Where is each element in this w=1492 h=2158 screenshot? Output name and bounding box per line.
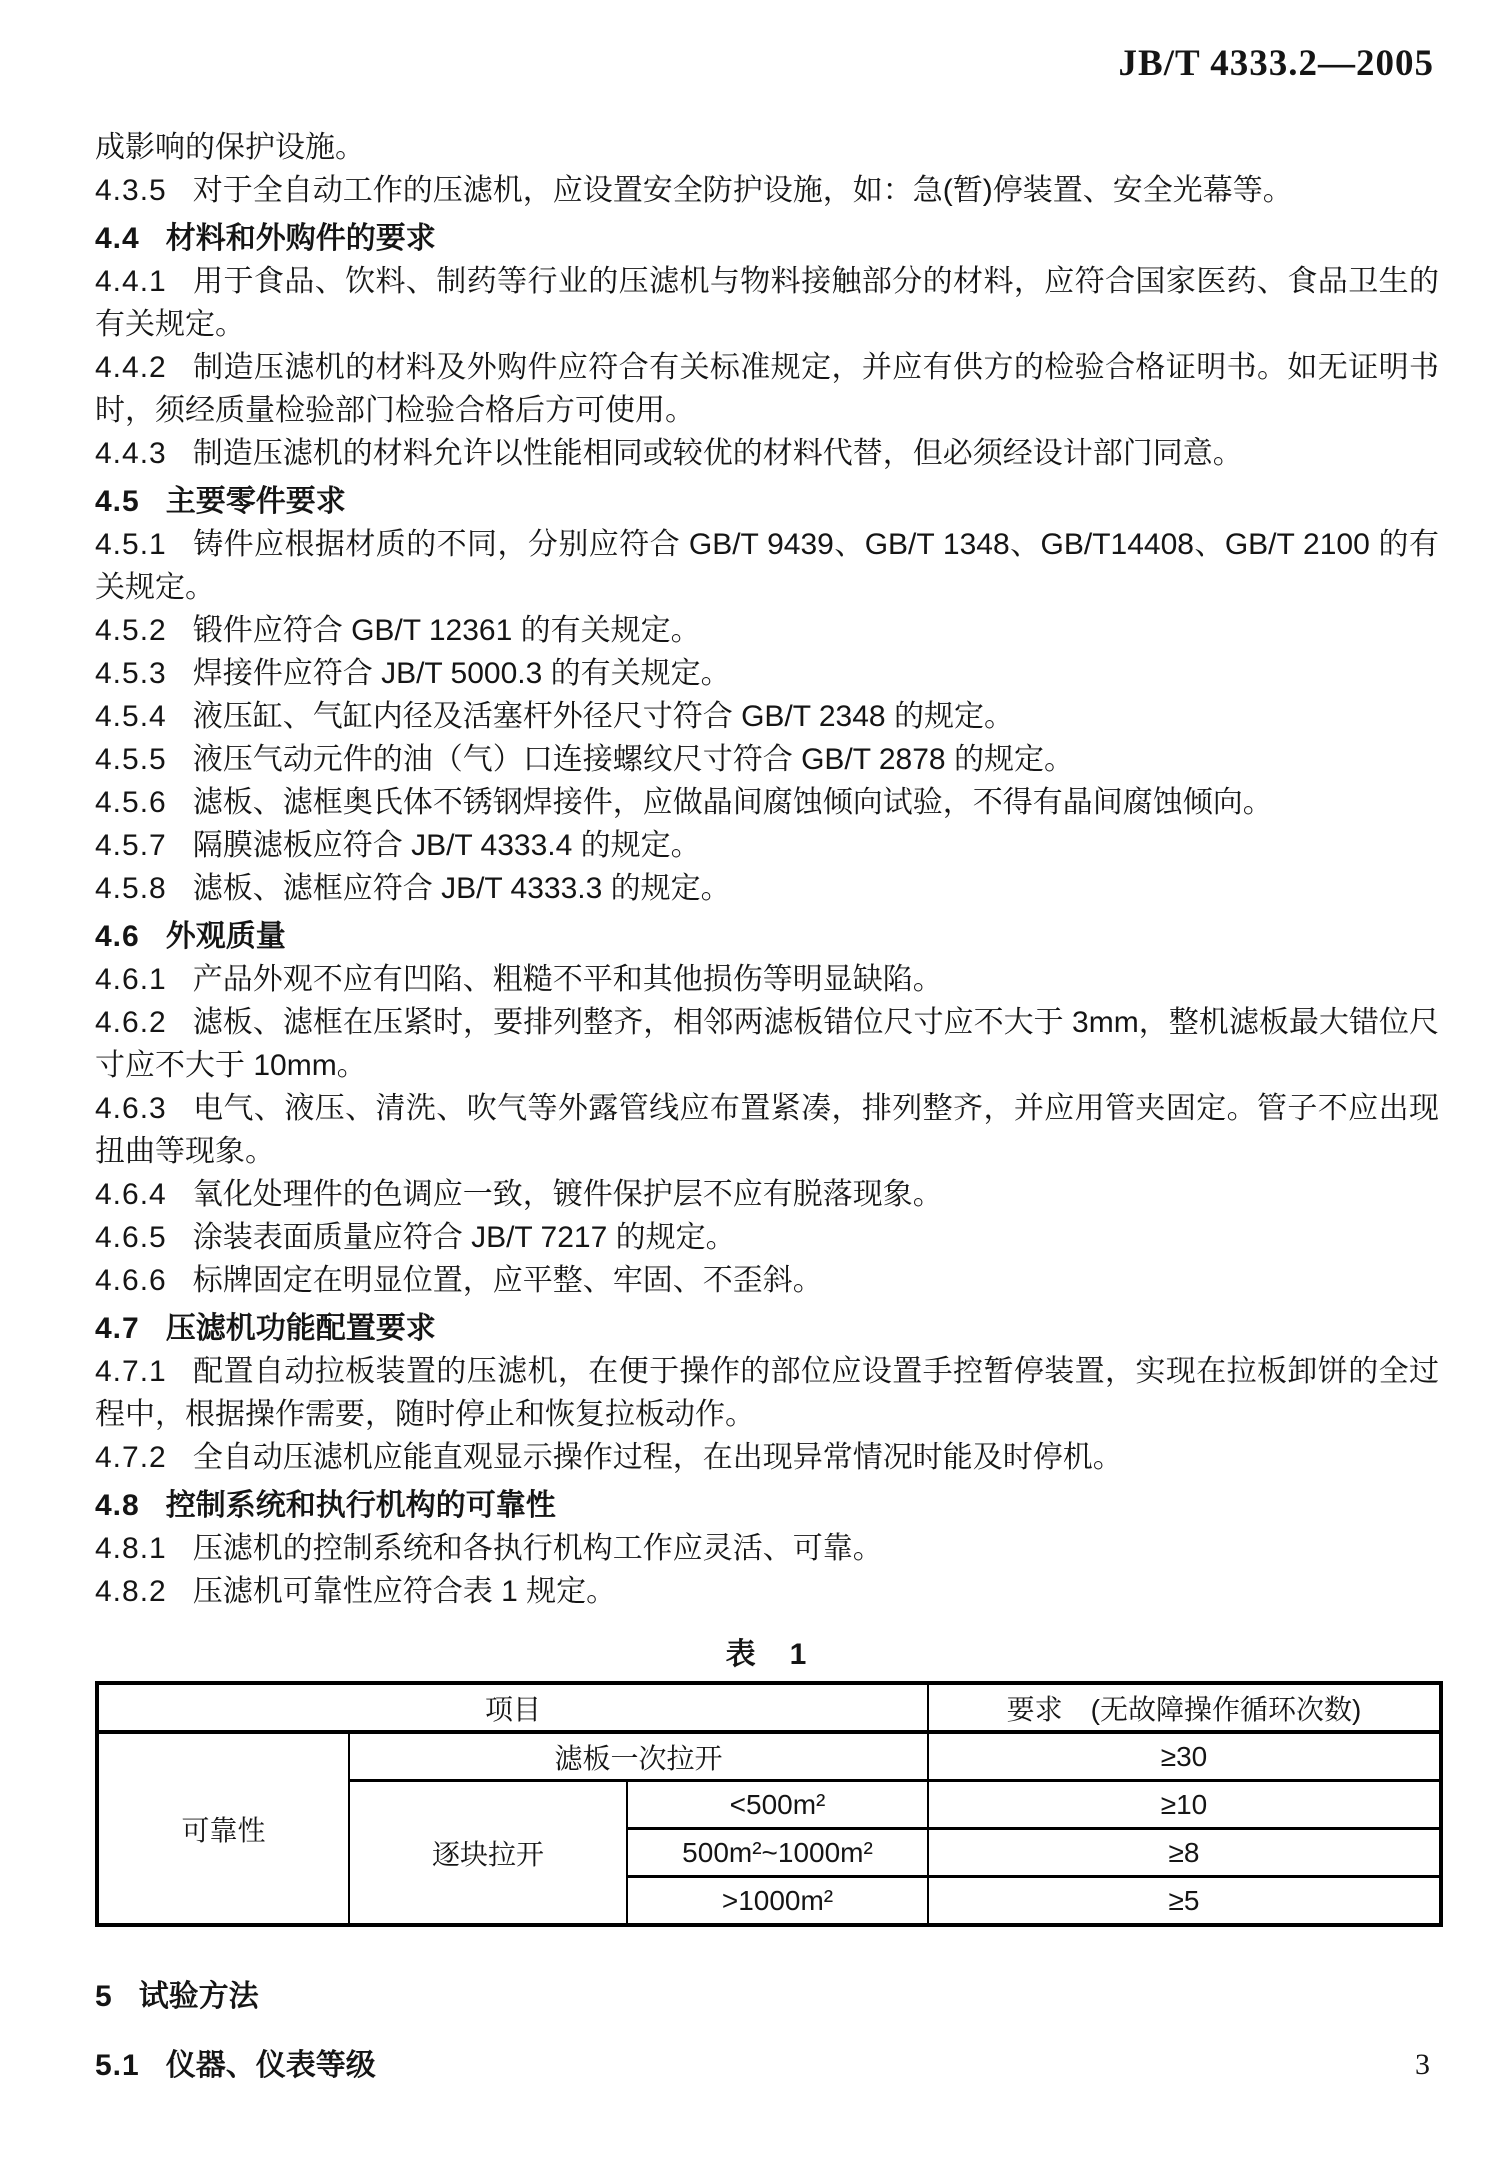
reliability-table [95, 1681, 1443, 1927]
section-title: 仪器、仪表等级 [165, 2049, 376, 2082]
clause-number: 4.6.2 [95, 1006, 167, 1039]
table-caption: 表 1 [725, 1638, 809, 1671]
section-number: 5 [95, 1980, 113, 2013]
clause-continuation [95, 126, 1439, 169]
section-5-heading [95, 1975, 1439, 2018]
clause-text: 用于食品、饮料、制药等行业的压滤机与物料接触部分的材料，应符合国家医药、食品卫生的有关规定。 [95, 265, 1439, 341]
clause-4-4-3 [95, 432, 1439, 475]
cell-under-500-value: ≥10 [928, 1781, 1441, 1829]
clause-4-7-2 [95, 1436, 1439, 1479]
clause-number: 4.4.2 [95, 351, 167, 384]
clause-text: 压滤机的控制系统和各执行机构工作应灵活、可靠。 [192, 1532, 883, 1565]
clause-4-5-5 [95, 738, 1439, 781]
clause-4-6-4 [95, 1173, 1439, 1216]
cell-over-1000-value: ≥5 [928, 1877, 1441, 1926]
clause-number: 4.5.3 [95, 657, 167, 690]
clause-number: 4.3.5 [95, 174, 167, 207]
clause-number: 4.5.8 [95, 872, 167, 905]
clause-4-5 [95, 480, 1439, 523]
clause-number: 4.7.2 [95, 1441, 167, 1474]
cell-over-1000: >1000m² [627, 1877, 928, 1926]
clause-text: 配置自动拉板装置的压滤机，在便于操作的部位应设置手控暂停装置，实现在拉板卸饼的全过程中，根据操作需要，随时停止和恢复拉板动作。 [95, 1355, 1439, 1431]
clause-number: 4.5.2 [95, 614, 167, 647]
clause-number: 4.7 [95, 1312, 140, 1345]
clause-4-6-5 [95, 1216, 1439, 1259]
clause-4-8-2 [95, 1570, 1439, 1613]
clause-text: 滤板、滤框应符合 JB/T 4333.3 的规定。 [192, 872, 731, 905]
clause-4-5-7 [95, 824, 1439, 867]
clause-text: 涂装表面质量应符合 JB/T 7217 的规定。 [192, 1221, 736, 1254]
clause-4-5-3 [95, 652, 1439, 695]
clause-text: 滤板、滤框奥氏体不锈钢焊接件，应做晶间腐蚀倾向试验，不得有晶间腐蚀倾向。 [192, 786, 1273, 819]
clause-4-4 [95, 217, 1439, 260]
clause-number: 4.5.6 [95, 786, 167, 819]
clause-text: 滤板、滤框在压紧时，要排列整齐，相邻两滤板错位尺寸应不大于 3mm，整机滤板最大错位尺寸应不大于 10mm。 [95, 1006, 1439, 1082]
clause-text: 制造压滤机的材料允许以性能相同或较优的材料代替，但必须经设计部门同意。 [192, 437, 1243, 470]
clause-4-8 [95, 1484, 1439, 1527]
clause-number: 4.6.4 [95, 1178, 167, 1211]
clause-number: 4.5.7 [95, 829, 167, 862]
page-number: 3 [1415, 2048, 1430, 2081]
clause-number: 4.5.4 [95, 700, 167, 733]
clause-4-5-8 [95, 867, 1439, 910]
cell-500-to-1000: 500m²~1000m² [627, 1829, 928, 1877]
cell-open-all-plates-value: ≥30 [928, 1732, 1441, 1781]
clause-4-7-1 [95, 1350, 1439, 1436]
clause-number: 4.5.1 [95, 528, 167, 561]
clause-text: 压滤机可靠性应符合表 1 规定。 [192, 1575, 617, 1608]
clause-text: 压滤机功能配置要求 [165, 1312, 436, 1345]
clause-number: 4.4 [95, 222, 140, 255]
clause-number: 4.4.1 [95, 265, 167, 298]
clause-4-6-2 [95, 1001, 1439, 1087]
clause-text: 铸件应根据材质的不同，分别应符合 GB/T 9439、GB/T 1348、GB/T14408、GB/T 2100 的有关规定。 [95, 528, 1439, 604]
clause-number: 4.8 [95, 1489, 140, 1522]
table-row [97, 1732, 1441, 1781]
clause-text: 全自动压滤机应能直观显示操作过程，在出现异常情况时能及时停机。 [192, 1441, 1123, 1474]
table-header-row [97, 1683, 1441, 1732]
clause-number: 4.6.5 [95, 1221, 167, 1254]
clause-4-8-1 [95, 1527, 1439, 1570]
page-content [95, 126, 1439, 2087]
clause-number: 4.7.1 [95, 1355, 167, 1388]
clause-text: 锻件应符合 GB/T 12361 的有关规定。 [192, 614, 701, 647]
clause-text: 对于全自动工作的压滤机，应设置安全防护设施，如：急(暂)停装置、安全光幕等。 [192, 174, 1293, 207]
cell-reliability: 可靠性 [97, 1732, 349, 1925]
clause-4-5-2 [95, 609, 1439, 652]
clause-number: 4.8.1 [95, 1532, 167, 1565]
clause-text: 氧化处理件的色调应一致，镀件保护层不应有脱落现象。 [192, 1178, 943, 1211]
clause-text: 电气、液压、清洗、吹气等外露管线应布置紧凑，排列整齐，并应用管夹固定。管子不应出现扭曲等现象。 [95, 1092, 1439, 1168]
clause-number: 4.5.5 [95, 743, 167, 776]
clause-number: 4.4.3 [95, 437, 167, 470]
clause-text: 控制系统和执行机构的可靠性 [165, 1489, 556, 1522]
section-title: 试验方法 [138, 1980, 259, 2013]
clause-number: 4.6.3 [95, 1092, 167, 1125]
clause-text: 液压气动元件的油（气）口连接螺纹尺寸符合 GB/T 2878 的规定。 [192, 743, 1074, 776]
clause-4-5-1 [95, 523, 1439, 609]
clause-4-5-4 [95, 695, 1439, 738]
clause-4-4-1 [95, 260, 1439, 346]
cell-500-to-1000-value: ≥8 [928, 1829, 1441, 1877]
doc-number: JB/T 4333.2—2005 [1118, 43, 1434, 84]
clause-4-3-5 [95, 169, 1439, 212]
clause-text: 材料和外购件的要求 [165, 222, 436, 255]
clause-4-5-6 [95, 781, 1439, 824]
cell-under-500: <500m² [627, 1781, 928, 1829]
clause-number: 4.6.1 [95, 963, 167, 996]
clause-4-6-1 [95, 958, 1439, 1001]
clause-text: 制造压滤机的材料及外购件应符合有关标准规定，并应有供方的检验合格证明书。如无证明书时，须经质量检验部门检验合格后方可使用。 [95, 351, 1439, 427]
clause-number: 4.6.6 [95, 1264, 167, 1297]
clause-text: 产品外观不应有凹陷、粗糙不平和其他损伤等明显缺陷。 [192, 963, 943, 996]
cell-open-all-plates: 滤板一次拉开 [349, 1732, 928, 1781]
header-cell-requirement: 要求 (无故障操作循环次数) [928, 1683, 1441, 1732]
header-cell-item: 项目 [97, 1683, 928, 1732]
clause-4-4-2 [95, 346, 1439, 432]
clause-text: 外观质量 [165, 920, 286, 953]
clause-text: 标牌固定在明显位置，应平整、牢固、不歪斜。 [192, 1264, 823, 1297]
clause-4-6-3 [95, 1087, 1439, 1173]
clause-text: 隔膜滤板应符合 JB/T 4333.4 的规定。 [192, 829, 701, 862]
clause-4-7 [95, 1307, 1439, 1350]
clause-text: 主要零件要求 [165, 485, 346, 518]
cell-open-plate-by-plate: 逐块拉开 [349, 1781, 627, 1926]
clause-text: 成影响的保护设施。 [95, 131, 365, 164]
section-number: 5.1 [95, 2049, 140, 2082]
clause-text: 液压缸、气缸内径及活塞杆外径尺寸符合 GB/T 2348 的规定。 [192, 700, 1014, 733]
clause-number: 4.5 [95, 485, 140, 518]
clause-number: 4.8.2 [95, 1575, 167, 1608]
clause-4-6 [95, 915, 1439, 958]
clause-number: 4.6 [95, 920, 140, 953]
section-5-1-heading [95, 2044, 1439, 2087]
clause-4-6-6 [95, 1259, 1439, 1302]
clause-text: 焊接件应符合 JB/T 5000.3 的有关规定。 [192, 657, 731, 690]
